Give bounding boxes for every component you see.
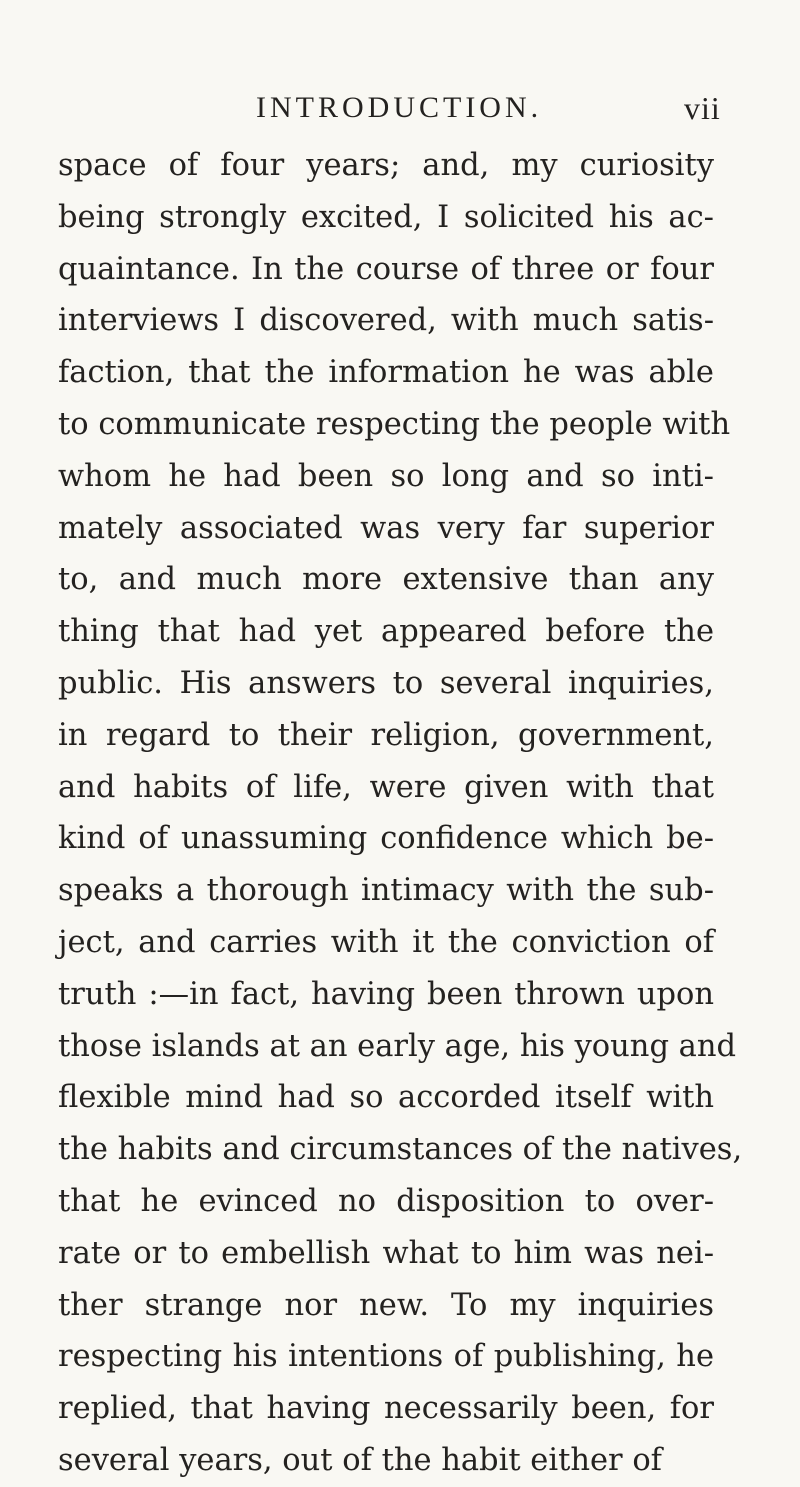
text-line: those islands at an early age, his young and [58, 1028, 737, 1064]
text-line: in regard to their religion, government, [58, 717, 714, 753]
page-number: vii [684, 90, 721, 126]
text-line: being strongly excited, I solicited his ac- [58, 199, 714, 235]
text-line: kind of unassuming confidence which be- [58, 821, 714, 857]
text-line: ject, and carries with it the conviction of [58, 924, 714, 960]
text-line: to communicate respecting the people with [58, 406, 731, 442]
text-line: to, and much more extensive than any [58, 562, 714, 598]
text-line: truth :—in fact, having been thrown upon [58, 976, 714, 1012]
text-line: public. His answers to several inquiries, [58, 665, 714, 701]
text-line: several years, out of the habit either of [58, 1442, 662, 1478]
text-line: ther strange nor new. To my inquiries [58, 1287, 714, 1323]
text-line: whom he had been so long and so inti- [58, 458, 714, 494]
text-line: thing that had yet appeared before the [58, 614, 714, 650]
text-line: replied, that having necessarily been, for [58, 1391, 714, 1427]
text-line: respecting his intentions of publishing, he [58, 1339, 714, 1375]
text-line: space of four years; and, my curiosity [58, 148, 714, 183]
text-line: flexible mind had so accorded itself with [58, 1080, 714, 1116]
text-line: speaks a thorough intimacy with the sub- [58, 873, 714, 909]
body-text [58, 140, 743, 1487]
text-line: the habits and circumstances of the natives, [58, 1132, 743, 1168]
text-line: quaintance. In the course of three or four [58, 251, 714, 287]
text-line: faction, that the information he was able [58, 355, 714, 391]
text-line: rate or to embellish what to him was nei- [58, 1235, 714, 1271]
text-line: mately associated was very far superior [58, 510, 714, 546]
running-head [0, 88, 800, 132]
text-line: and habits of life, were given with that [58, 769, 714, 805]
text-line: interviews I discovered, with much satis- [58, 303, 714, 339]
running-title: INTRODUCTION. [256, 91, 543, 124]
text-line: that he evinced no disposition to over- [58, 1183, 714, 1219]
